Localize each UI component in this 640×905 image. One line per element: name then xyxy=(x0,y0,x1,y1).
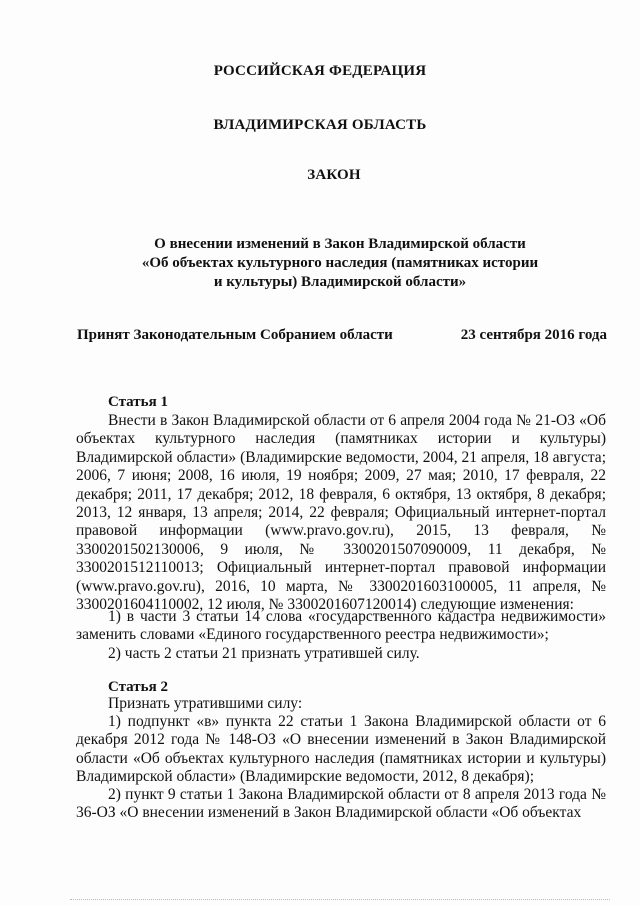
article-2-intro: Признать утратившими силу: xyxy=(108,695,303,712)
adoption-line xyxy=(77,326,607,345)
article-1-title: Статья 1 xyxy=(108,394,168,410)
country-heading: РОССИЙСКАЯ ФЕДЕРАЦИЯ xyxy=(213,63,427,79)
article-1-intro: Внести в Закон Владимирской области от 6 апреля 2004 года № 21-ОЗ «Об объектах культурного наследия (памятниках истории и культуры) Владимирской области» (Владимирские ведомости, 2004, 21 апреля, 18 августа; 2006, 7 июня; 2008, 16 июля, 19 ноября; 2009, 27 мая; 2010, 17 февраля, 22 декабря; 2011, 17 декабря; 2012, 18 февраля, 6 октября, 13 октября, 8 декабря; 2013, 12 января, 13 апреля; 2014, 22 февраля; Официальный интернет-портал правовой информации (www.pravo.gov.ru), 2015, 13 февраля, № 3300201502130006, 9 июля, № 3300201507090009, 11 декабря, № 3300201512110013; Официальный интернет-портал правовой информации (www.pravo.gov.ru), 2016, 10 марта, № 3300201603100005, 11 апреля, № 3300201604110002, 12 июля, № 3300201607120014) следующие изменения: xyxy=(76,412,606,614)
doc-type-heading: ЗАКОН xyxy=(307,167,361,183)
page-bottom-edge xyxy=(70,899,610,900)
adoption-date: 23 сентября 2016 года xyxy=(460,327,607,343)
law-title xyxy=(60,235,620,292)
article-2-item-1: 1) подпункт «в» пункта 22 статьи 1 Закона Владимирской области от 6 декабря 2012 года № 148-ОЗ «О внесении изменений в Закон Владимирской области «Об объектах культурного наследия (памятниках истории и культуры) Владимирской области» (Владимирские ведомости, 2012, 8 декабря); xyxy=(76,713,606,786)
adoption-label: Принят Законодательным Собранием области xyxy=(77,327,393,343)
article-2-item-2: 2) пункт 9 статьи 1 Закона Владимирской области от 8 апреля 2013 года № 36-ОЗ «О внесении изменений в Закон Владимирской области «Об объектах xyxy=(76,786,606,822)
law-title-line-2: «Об объектах культурного наследия (памятниках истории xyxy=(141,255,539,271)
article-1-item-2: 2) часть 2 статьи 21 признать утратившей силу. xyxy=(108,645,420,662)
law-title-line-1: О внесении изменений в Закон Владимирской области xyxy=(154,236,526,252)
region-heading: ВЛАДИМИРСКАЯ ОБЛАСТЬ xyxy=(213,117,427,133)
article-2-title: Статья 2 xyxy=(108,679,168,695)
law-title-line-3: и культуры) Владимирской области» xyxy=(213,274,467,290)
article-1-item-1: 1) в части 3 статьи 14 слова «государственного кадастра недвижимости» заменить словами «Единого государственного реестра недвижимости»; xyxy=(76,608,606,644)
